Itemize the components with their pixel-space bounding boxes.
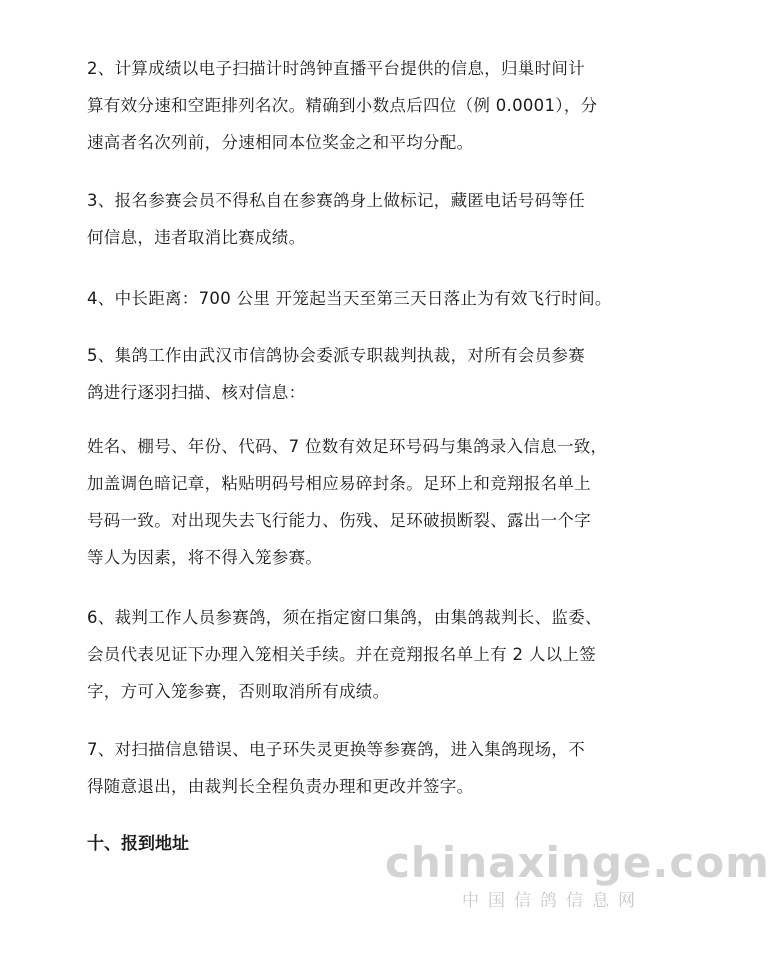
text-line: 3、报名参赛会员不得私自在参赛鸽身上做标记，藏匿电话号码等任 <box>87 191 585 210</box>
paragraph-2 <box>87 50 617 161</box>
section-heading: 十、报到地址 <box>87 834 189 854</box>
paragraph-5-details <box>87 428 617 576</box>
watermark-latin: chinaxinge.com <box>385 838 770 887</box>
text-line: 鸽进行逐羽扫描、核对信息： <box>87 383 306 402</box>
text-line: 号码一致。对出现失去飞行能力、伤残、足环破损断裂、露出一个字 <box>87 511 591 530</box>
text-line: 6、裁判工作人员参赛鸽，须在指定窗口集鸽，由集鸽裁判长、监委、 <box>87 608 602 627</box>
watermark-chinese: 中国信鸽信息网 <box>462 891 644 911</box>
paragraph-6 <box>87 599 617 710</box>
text-line: 会员代表见证下办理入笼相关手续。并在竞翔报名单上有 2 人以上签 <box>87 645 597 664</box>
text-line: 姓名、棚号、年份、代码、7 位数有效足环号码与集鸽录入信息一致， <box>87 437 608 456</box>
text-line: 7、对扫描信息错误、电子环失灵更换等参赛鸽，进入集鸽现场，不 <box>87 740 585 759</box>
text-line: 5、集鸽工作由武汉市信鸽协会委派专职裁判执裁，对所有会员参赛 <box>87 346 585 365</box>
paragraph-3 <box>87 182 617 256</box>
text-line: 加盖调色暗记章，粘贴明码号相应易碎封条。足环上和竞翔报名单上 <box>87 474 591 493</box>
text-line: 速高者名次列前，分速相同本位奖金之和平均分配。 <box>87 133 474 152</box>
text-line: 等人为因素，将不得入笼参赛。 <box>87 548 323 567</box>
text-line: 2、计算成绩以电子扫描计时鸽钟直播平台提供的信息，归巢时间计 <box>87 59 585 78</box>
paragraph-7 <box>87 731 617 805</box>
text-line: 字，方可入笼参赛，否则取消所有成绩。 <box>87 682 390 701</box>
text-line: 算有效分速和空距排列名次。精确到小数点后四位（例 0.0001），分 <box>87 96 598 115</box>
paragraph-4 <box>87 280 617 317</box>
text-line: 4、中长距离：700 公里 开笼起当天至第三天日落止为有效飞行时间。 <box>87 289 612 308</box>
paragraph-5 <box>87 337 617 411</box>
text-line: 得随意退出，由裁判长全程负责办理和更改并签字。 <box>87 777 474 796</box>
text-line: 何信息，违者取消比赛成绩。 <box>87 228 306 247</box>
